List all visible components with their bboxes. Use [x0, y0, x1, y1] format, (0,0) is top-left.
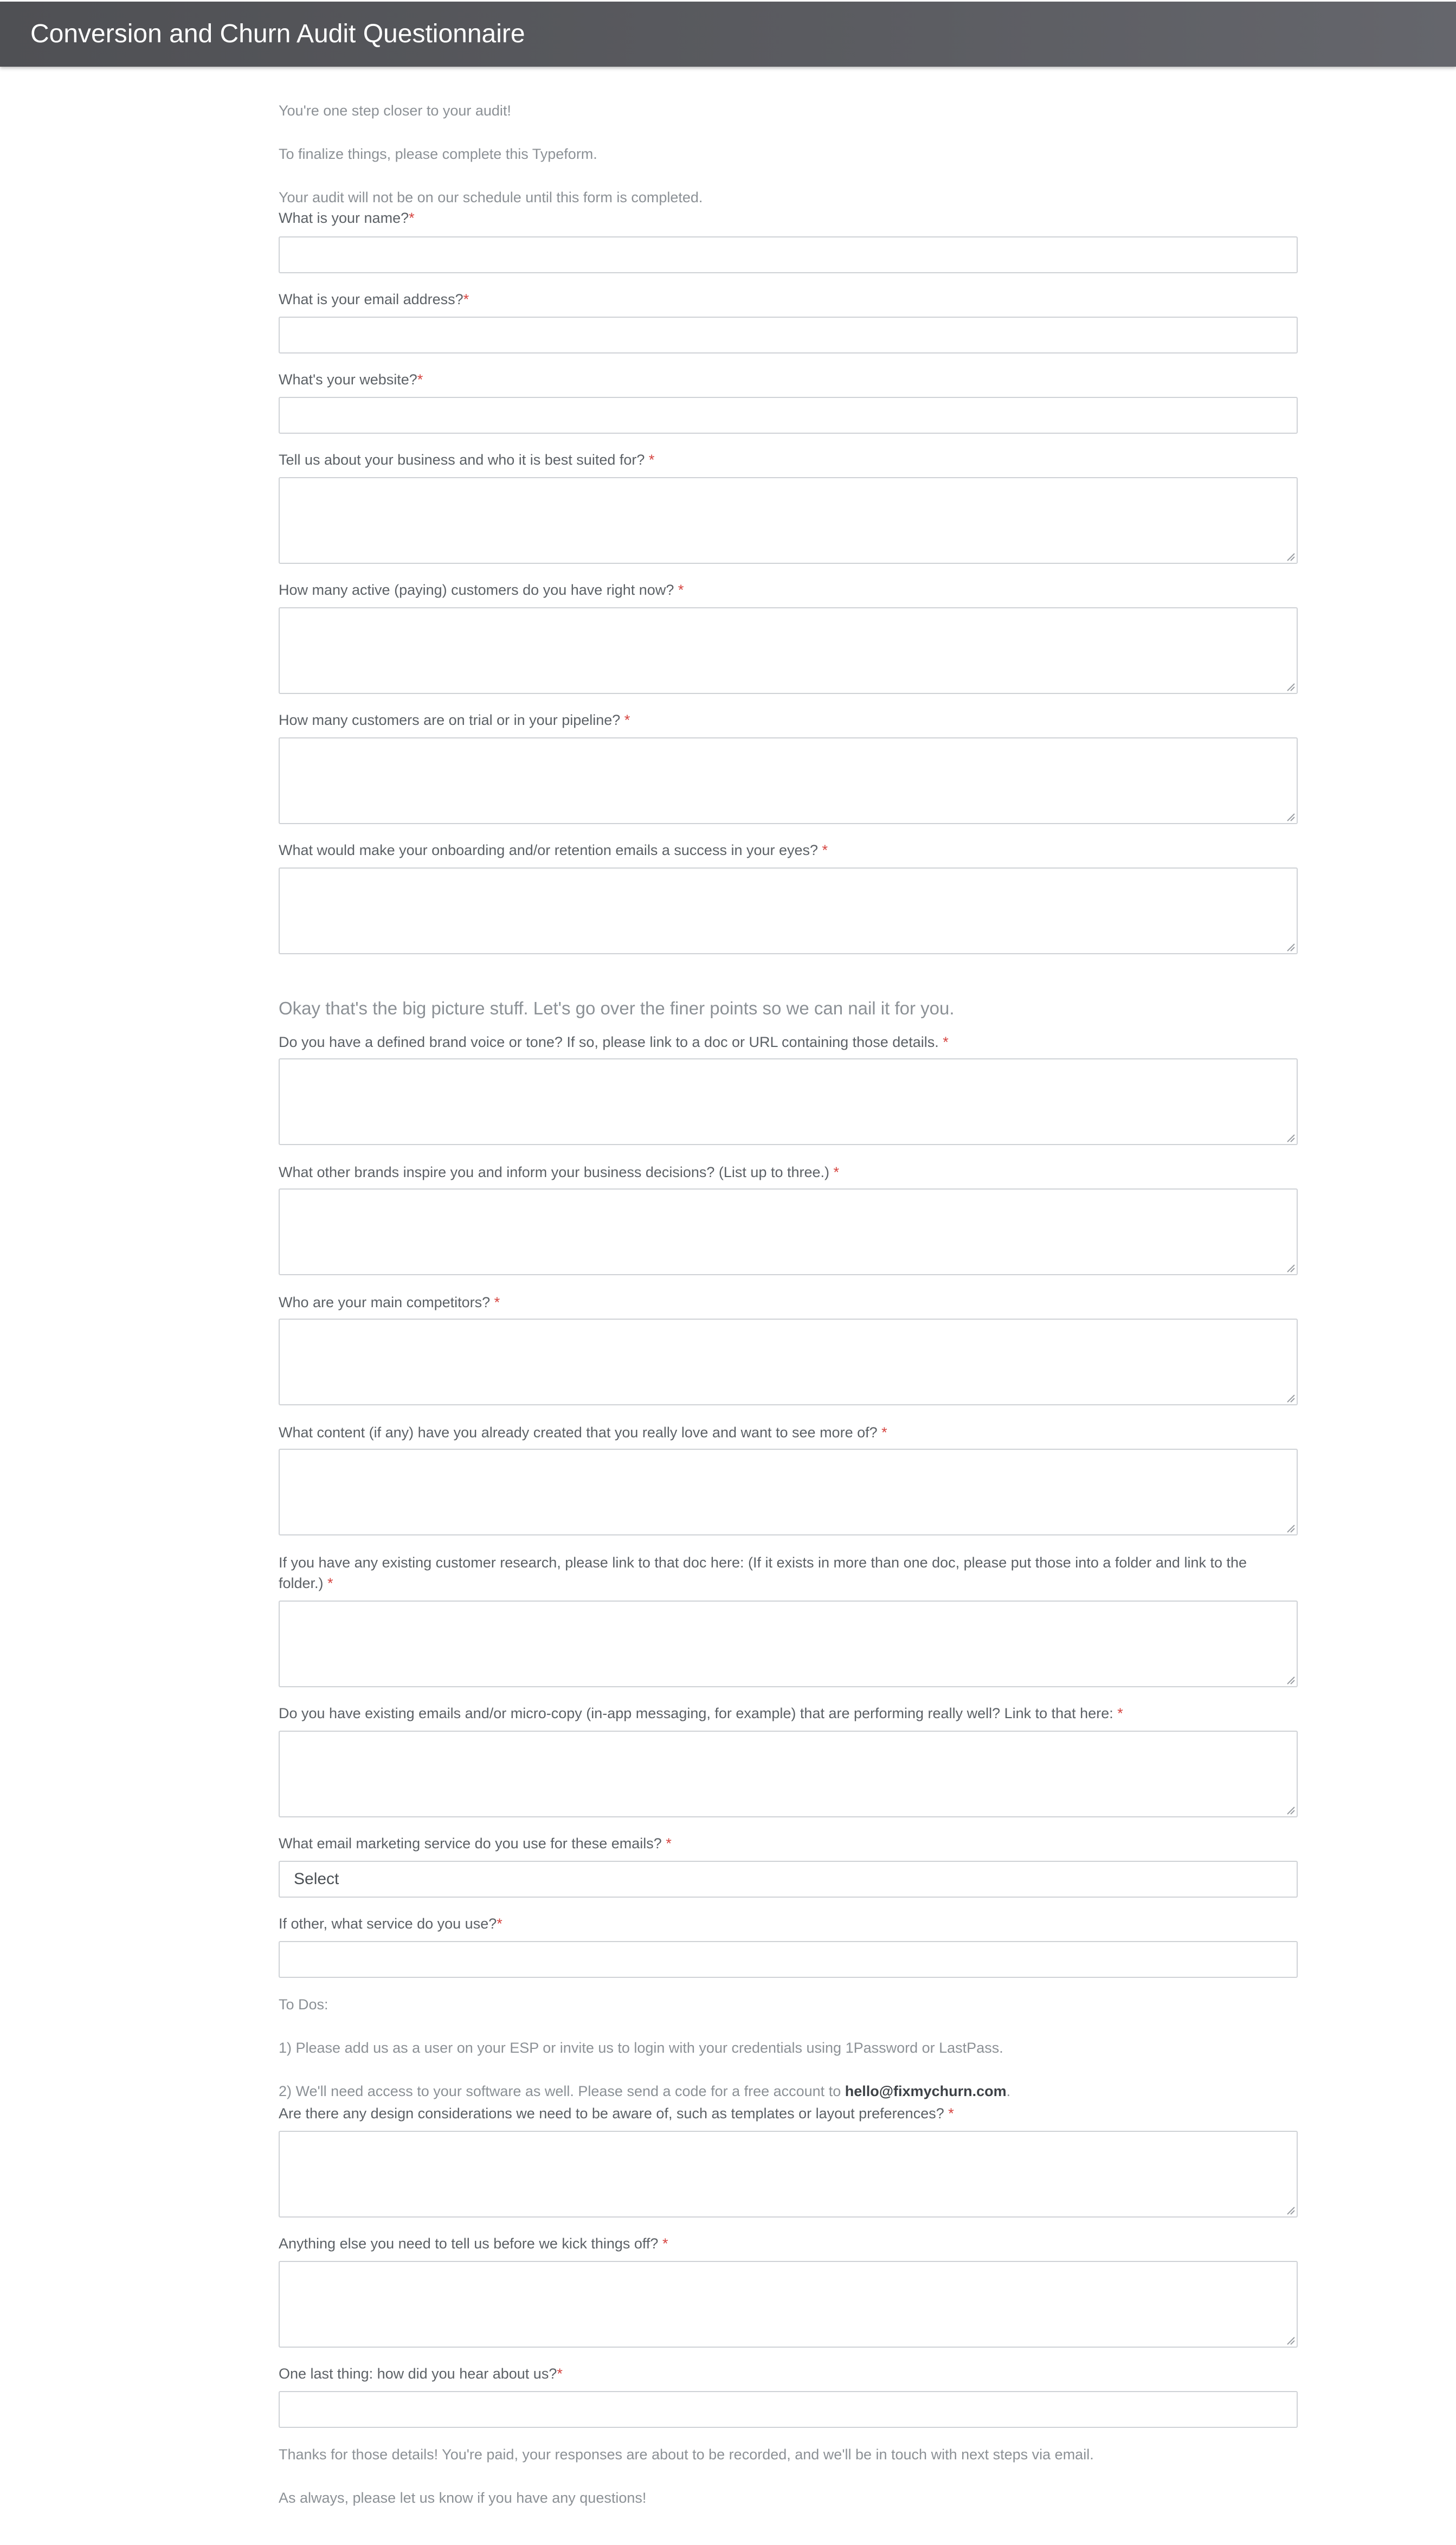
business-label: Tell us about your business and who it is best suited for? *: [279, 452, 655, 468]
todos-title: To Dos:: [279, 1996, 328, 2013]
business-textarea[interactable]: [279, 477, 1298, 564]
intro-line-3: Your audit will not be on our schedule until this form is completed.: [279, 189, 703, 205]
resize-handle-icon[interactable]: [1285, 1263, 1295, 1272]
brand-voice-label: Do you have a defined brand voice or tone? If so, please link to a doc or URL containing those details. *: [279, 1034, 949, 1050]
resize-handle-icon[interactable]: [1285, 1393, 1295, 1403]
trial-customers-textarea[interactable]: [279, 737, 1298, 824]
page-header: [0, 2, 1456, 67]
inspiring-brands-label: What other brands inspire you and inform your business decisions? (List up to three.) *: [279, 1164, 840, 1180]
existing-emails-label: Do you have existing emails and/or micro-copy (in-app messaging, for example) that are performing really well? Link to that here: *: [279, 1705, 1123, 1721]
email-service-select[interactable]: [279, 1861, 1298, 1898]
page-title: Conversion and Churn Audit Questionnaire: [30, 20, 525, 48]
todos-item-2: 2) We'll need access to your software as well. Please send a code for a free account to hello@fixmychurn.com.: [279, 2083, 1011, 2099]
resize-handle-icon[interactable]: [1285, 682, 1295, 691]
website-input[interactable]: [279, 397, 1298, 434]
contact-email-link[interactable]: hello@fixmychurn.com: [845, 2083, 1007, 2099]
existing-emails-textarea[interactable]: [279, 1731, 1298, 1817]
design-textarea[interactable]: [279, 2131, 1298, 2218]
content-label: What content (if any) have you already created that you really love and want to see more of? *: [279, 1424, 887, 1441]
resize-handle-icon[interactable]: [1285, 2335, 1295, 2345]
name-label: What is your name?*: [279, 210, 415, 226]
closing-line-2: As always, please let us know if you have any questions!: [279, 2490, 647, 2506]
resize-handle-icon[interactable]: [1285, 1523, 1295, 1533]
anything-else-label: Anything else you need to tell us before we kick things off? *: [279, 2235, 668, 2252]
email-service-select-value: Select: [294, 1870, 339, 1888]
email-service-label: What email marketing service do you use for these emails? *: [279, 1835, 672, 1852]
trial-customers-label: How many customers are on trial or in your pipeline? *: [279, 712, 630, 728]
hear-about-input[interactable]: [279, 2391, 1298, 2428]
anything-else-textarea[interactable]: [279, 2261, 1298, 2348]
intro-line-1: You're one step closer to your audit!: [279, 102, 511, 119]
resize-handle-icon[interactable]: [1285, 2205, 1295, 2215]
hear-about-label: One last thing: how did you hear about us?*: [279, 2366, 563, 2382]
competitors-textarea[interactable]: [279, 1319, 1298, 1405]
resize-handle-icon[interactable]: [1285, 812, 1295, 821]
active-customers-label: How many active (paying) customers do you have right now? *: [279, 582, 684, 598]
design-label: Are there any design considerations we need to be aware of, such as templates or layout preferences? *: [279, 2105, 954, 2122]
resize-handle-icon[interactable]: [1285, 551, 1295, 561]
competitors-label: Who are your main competitors? *: [279, 1294, 500, 1310]
email-label: What is your email address?*: [279, 291, 469, 307]
other-service-input[interactable]: [279, 1941, 1298, 1978]
research-label-line-2: folder.) *: [279, 1575, 333, 1591]
resize-handle-icon[interactable]: [1285, 1805, 1295, 1815]
success-label: What would make your onboarding and/or retention emails a success in your eyes? *: [279, 842, 828, 858]
resize-handle-icon[interactable]: [1285, 942, 1295, 952]
website-label: What's your website?*: [279, 371, 423, 388]
resize-handle-icon[interactable]: [1285, 1675, 1295, 1685]
todos-item-1: 1) Please add us as a user on your ESP or invite us to login with your credentials using 1Password or LastPass.: [279, 2040, 1003, 2056]
resize-handle-icon[interactable]: [1285, 1133, 1295, 1142]
content-textarea[interactable]: [279, 1449, 1298, 1535]
success-textarea[interactable]: [279, 867, 1298, 954]
other-service-label: If other, what service do you use?*: [279, 1916, 502, 1932]
brand-voice-textarea[interactable]: [279, 1058, 1298, 1145]
closing-line-1: Thanks for those details! You're paid, your responses are about to be recorded, and we'll be in touch with next steps via email.: [279, 2446, 1094, 2463]
inspiring-brands-textarea[interactable]: [279, 1188, 1298, 1275]
active-customers-textarea[interactable]: [279, 607, 1298, 694]
section-heading: Okay that's the big picture stuff. Let's go over the finer points so we can nail it for you.: [279, 998, 955, 1018]
research-textarea[interactable]: [279, 1601, 1298, 1687]
name-input[interactable]: [279, 236, 1298, 273]
research-label-line-1: If you have any existing customer research, please link to that doc here: (If it exists in more than one doc, please put those into a folder and link to the: [279, 1554, 1247, 1571]
email-input[interactable]: [279, 317, 1298, 354]
intro-line-2: To finalize things, please complete this Typeform.: [279, 146, 597, 162]
